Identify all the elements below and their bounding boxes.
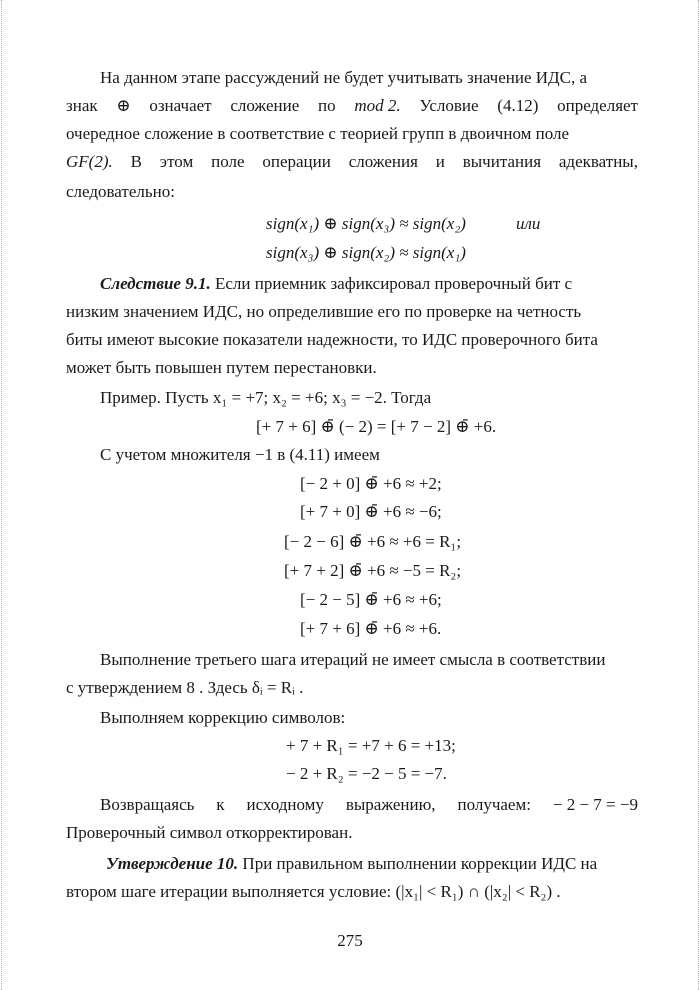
corollary-line3: биты имеют высокие показатели надежности, то ИДС проверочного бита — [66, 330, 598, 349]
word: Возвращаясь — [100, 795, 195, 814]
corollary-line4: может быть повышен путем перестановки. — [66, 358, 377, 377]
example-line2: С учетом множителя −1 в (4.11) имеем — [100, 445, 380, 464]
statement-title: Утверждение 10. — [106, 854, 239, 873]
word: поле — [211, 152, 245, 171]
paragraph1-line4 — [66, 150, 638, 174]
reference: (4.12) — [497, 96, 539, 115]
correction-equation: − 2 + R₂ = −2 − 5 = −7. — [286, 764, 447, 783]
xor-symbol: ⊕ — [116, 96, 131, 115]
word: означает — [149, 96, 212, 115]
word: выражению, — [345, 795, 436, 814]
paragraph1-line1: На данном этапе рассуждений не будет учитывать значение ИДС, а — [100, 68, 588, 87]
paragraph3-line2: Проверочный символ откорректирован. — [66, 823, 353, 842]
gf-expression: GF(2). — [66, 152, 113, 171]
iteration-equation: [+ 7 + 0] ⊕̄ +6 ≈ −6; — [300, 502, 442, 521]
statement-line1 — [66, 852, 638, 876]
page-number: 275 — [337, 931, 363, 950]
word: этом — [159, 152, 194, 171]
iteration-equation: [+ 7 + 6] ⊕̄ +6 ≈ +6. — [300, 619, 442, 638]
word: операции — [262, 152, 331, 171]
result-expression: − 2 − 7 = −9 — [552, 795, 638, 814]
word: адекватны, — [558, 152, 638, 171]
paragraph1-line3: очередное сложение в соответствие с теорией групп в двоичном поле — [66, 124, 570, 143]
correction-equation: + 7 + R₁ = +7 + 6 = +13; — [286, 736, 456, 755]
sign-equation-2: sign(x₃) ⊕ sign(x₂) ≈ sign(x₁) — [266, 243, 466, 262]
word: сложения — [348, 152, 418, 171]
corollary-title: Следствие 9.1. — [100, 274, 211, 293]
iteration-equation: [− 2 + 0] ⊕̄ +6 ≈ +2; — [300, 474, 442, 493]
paragraph2-line1: Выполнение третьего шага итераций не имеет смысла в соответствии — [100, 650, 606, 669]
iteration-equation: [− 2 − 5] ⊕̄ +6 ≈ +6; — [300, 590, 442, 609]
right-margin-guide — [698, 0, 699, 990]
word: и — [435, 152, 445, 171]
statement-line2: втором шаге итерации выполняется условие: (|x₁| < R₁) ∩ (|x₂| < R₂) . — [66, 882, 561, 901]
paragraph1-line5: следовательно: — [66, 182, 175, 201]
word: сложение — [230, 96, 300, 115]
word: исходному — [246, 795, 324, 814]
equation-connector: или — [516, 214, 541, 233]
paragraph3-line1 — [66, 793, 638, 817]
word: знак — [66, 96, 98, 115]
iteration-equation: [+ 7 + 2] ⊕̄ +6 ≈ −5 = R₂; — [284, 561, 462, 580]
correction-line1: Выполняем коррекцию символов: — [100, 708, 346, 727]
corollary-text: Если приемник зафиксировал проверочный бит с — [210, 274, 573, 293]
word: В — [130, 152, 142, 171]
corollary-line2: низким значением ИДС, но определившие его по проверке на четность — [66, 302, 582, 321]
left-margin-guide — [1, 0, 2, 990]
mod-expression: mod 2. — [354, 96, 401, 115]
word: Условие — [419, 96, 479, 115]
word: вычитания — [462, 152, 542, 171]
example-equation: [+ 7 + 6] ⊕̄ (− 2) = [+ 7 − 2] ⊕̄ +6. — [256, 417, 497, 436]
example-line1: Пример. Пусть x₁ = +7; x₂ = +6; x₃ = −2. Тогда — [100, 388, 432, 407]
word: по — [317, 96, 336, 115]
corollary-line1 — [66, 272, 638, 296]
word: к — [216, 795, 225, 814]
paragraph1-line2 — [66, 94, 638, 118]
sign-equation-1: sign(x₁) ⊕ sign(x₃) ≈ sign(x₂) — [266, 214, 466, 233]
paragraph2-line2: с утверждением 8 . Здесь δᵢ = Rᵢ . — [66, 678, 304, 697]
iteration-equation: [− 2 − 6] ⊕̄ +6 ≈ +6 = R₁; — [284, 532, 462, 551]
statement-text: При правильном выполнении коррекции ИДС на — [238, 854, 598, 873]
word: получаем: — [457, 795, 531, 814]
word: определяет — [557, 96, 638, 115]
